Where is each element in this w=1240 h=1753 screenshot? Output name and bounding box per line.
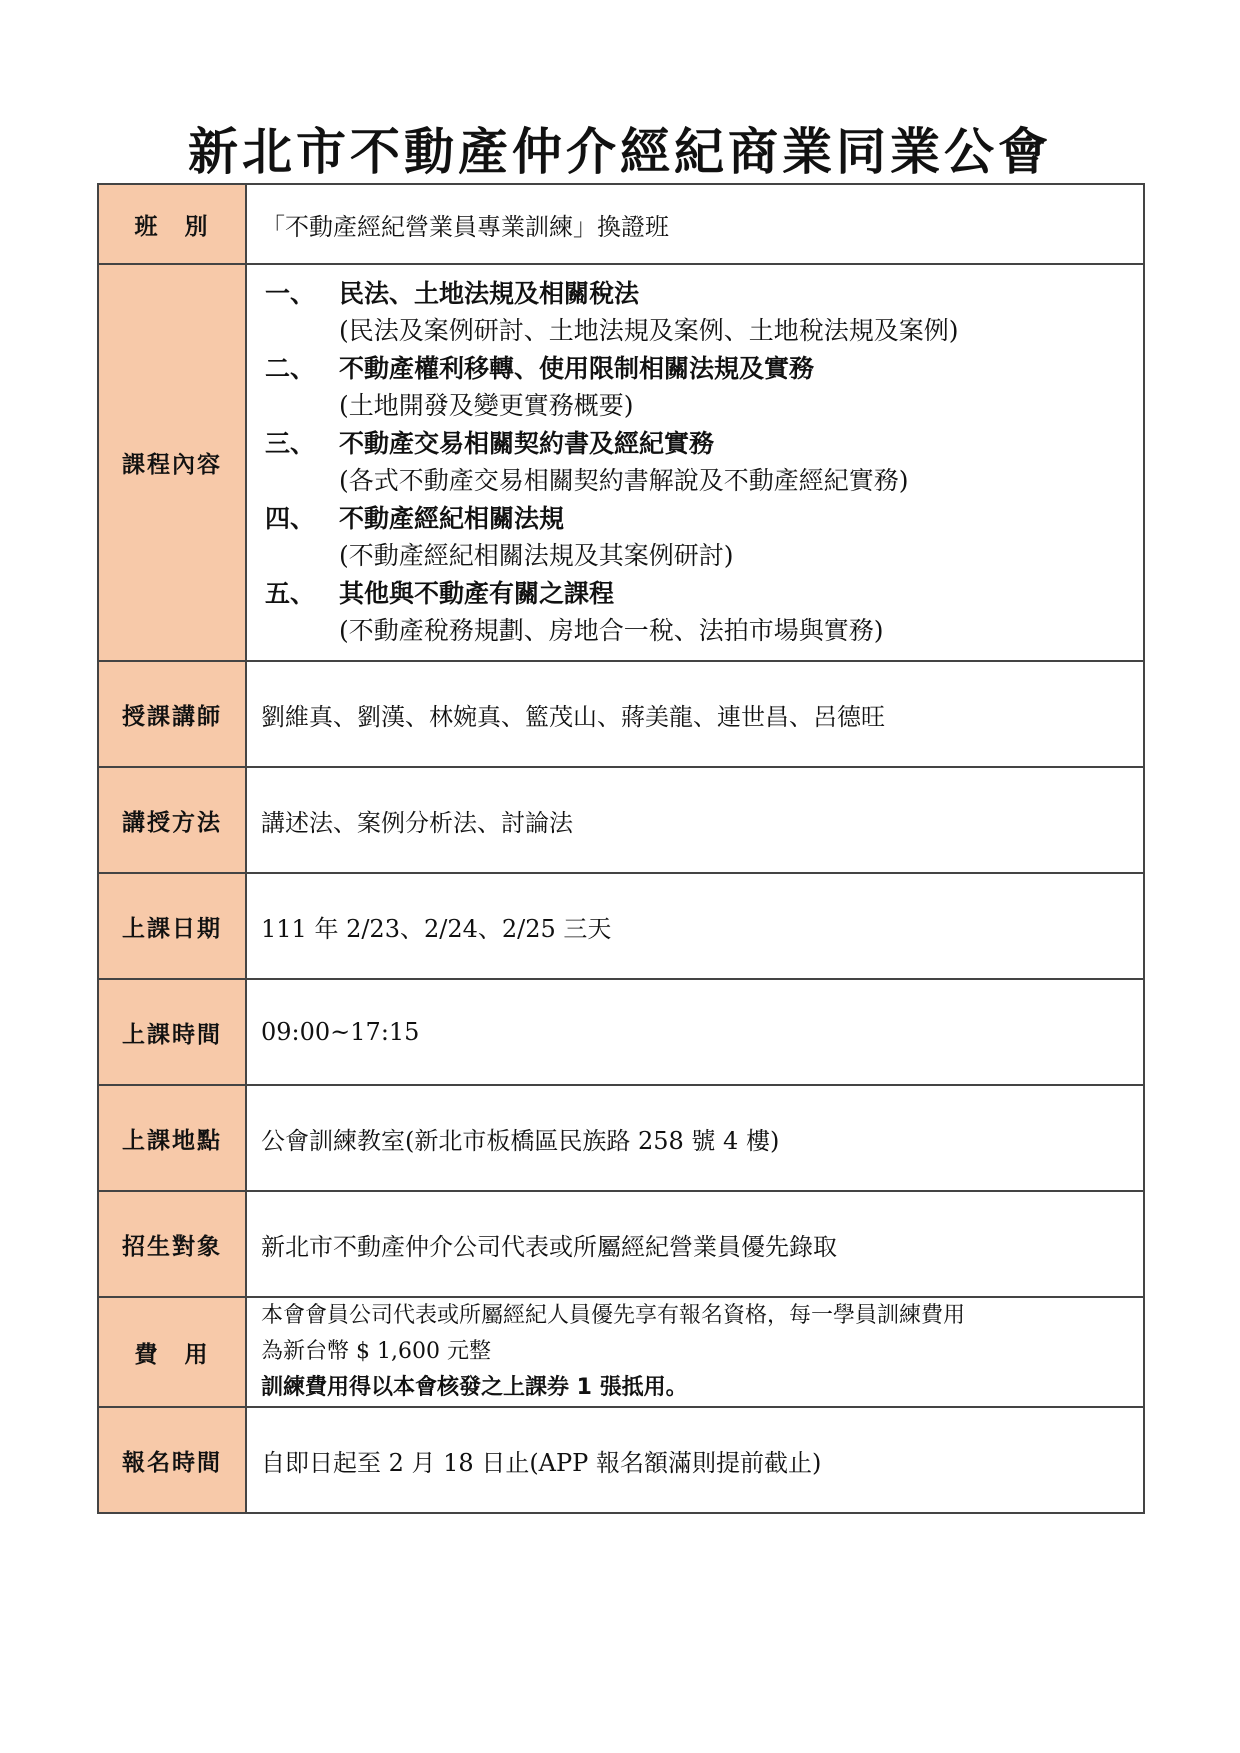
course-item	[261, 275, 1133, 350]
fee-line-3: 訓練費用得以本會核發之上課券 1 張抵用。	[261, 1375, 688, 1400]
value-date: 111 年 2/23、2/24、2/25 三天	[246, 873, 1144, 979]
label-method: 講授方法	[98, 767, 246, 873]
course-number: 三、	[265, 429, 316, 458]
row-fee	[98, 1297, 1144, 1407]
label-time: 上課時間	[98, 979, 246, 1085]
value-target: 新北市不動產仲介公司代表或所屬經紀營業員優先錄取	[246, 1191, 1144, 1297]
course-info-table	[97, 183, 1145, 1514]
course-list	[261, 265, 1133, 660]
course-detail: (土地開發及變更實務概要)	[339, 391, 634, 420]
value-lecturers: 劉維真、劉漢、林婉真、籃茂山、蔣美龍、連世昌、呂德旺	[246, 661, 1144, 767]
row-content	[98, 264, 1144, 661]
row-time	[98, 979, 1144, 1085]
row-class	[98, 184, 1144, 264]
course-number: 二、	[265, 354, 316, 383]
row-location	[98, 1085, 1144, 1191]
course-detail: (不動產經紀相關法規及其案例研討)	[339, 541, 734, 570]
value-content	[246, 264, 1144, 661]
course-number: 四、	[265, 504, 316, 533]
course-item	[261, 425, 1133, 500]
label-registration: 報名時間	[98, 1407, 246, 1513]
label-fee: 費 用	[98, 1297, 246, 1407]
course-number: 五、	[265, 579, 316, 608]
row-registration	[98, 1407, 1144, 1513]
course-item	[261, 500, 1133, 575]
value-fee	[246, 1297, 1144, 1407]
label-class: 班 別	[98, 184, 246, 264]
row-method	[98, 767, 1144, 873]
value-registration: 自即日起至 2 月 18 日止(APP 報名額滿則提前截止)	[246, 1407, 1144, 1513]
label-content: 課程內容	[98, 264, 246, 661]
course-title: 其他與不動產有關之課程	[339, 579, 615, 608]
value-method: 講述法、案例分析法、討論法	[246, 767, 1144, 873]
label-date: 上課日期	[98, 873, 246, 979]
course-item	[261, 350, 1133, 425]
value-class: 「不動產經紀營業員專業訓練」換證班	[246, 184, 1144, 264]
course-number: 一、	[265, 279, 316, 308]
course-title: 不動產權利移轉、使用限制相關法規及實務	[339, 354, 815, 383]
label-location: 上課地點	[98, 1085, 246, 1191]
fee-line-1: 本會會員公司代表或所屬經紀人員優先享有報名資格，每一學員訓練費用	[261, 1303, 966, 1328]
course-title: 民法、土地法規及相關稅法	[339, 279, 640, 308]
row-lecturers	[98, 661, 1144, 767]
course-detail: (民法及案例研討、土地法規及案例、土地稅法規及案例)	[339, 316, 959, 345]
course-detail: (各式不動產交易相關契約書解說及不動產經紀實務)	[339, 466, 909, 495]
row-target	[98, 1191, 1144, 1297]
course-title: 不動產經紀相關法規	[339, 504, 565, 533]
course-detail: (不動產稅務規劃、房地合一稅、法拍市場與實務)	[339, 616, 884, 645]
value-time: 09:00~17:15	[246, 979, 1144, 1085]
row-date	[98, 873, 1144, 979]
course-item	[261, 575, 1133, 650]
fee-line-2: 為新台幣 $ 1,600 元整	[261, 1339, 491, 1364]
value-location: 公會訓練教室(新北市板橋區民族路 258 號 4 樓)	[246, 1085, 1144, 1191]
course-title: 不動產交易相關契約書及經紀實務	[339, 429, 715, 458]
label-target: 招生對象	[98, 1191, 246, 1297]
page-title: 新北市不動產仲介經紀商業同業公會	[188, 123, 1052, 181]
label-lecturers: 授課講師	[98, 661, 246, 767]
